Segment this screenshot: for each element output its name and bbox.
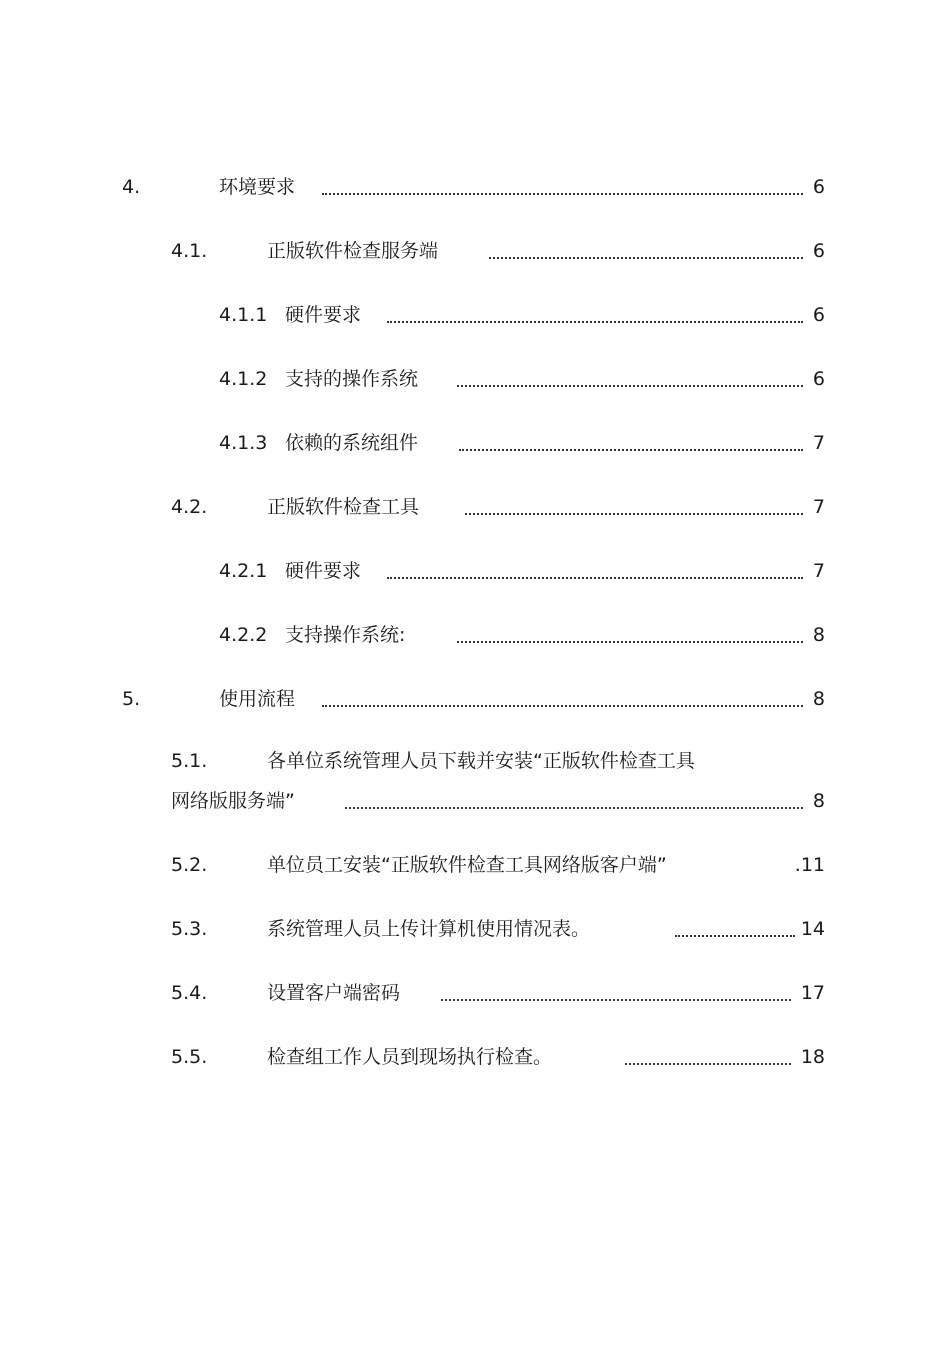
toc-title: 支持操作系统: — [285, 624, 406, 646]
toc-page: 7 — [812, 560, 825, 582]
toc-number: 4.2.1 — [219, 560, 268, 582]
toc-leader — [387, 300, 803, 330]
toc-entry[interactable] — [171, 492, 825, 522]
toc-number: 5.5. — [171, 1046, 208, 1068]
toc-title: 设置客户端密码 — [267, 982, 401, 1004]
toc-leader — [625, 1042, 791, 1072]
toc-leader — [322, 172, 803, 202]
toc-leader — [387, 556, 803, 586]
toc-page: 6 — [812, 304, 825, 326]
toc-title: 正版软件检查工具 — [267, 496, 420, 518]
toc-entry[interactable] — [219, 364, 825, 394]
toc-number: 5.2. — [171, 854, 208, 876]
toc-title: 单位员工安装“正版软件检查工具网络版客户端” — [267, 854, 667, 876]
toc-title: 正版软件检查服务端 — [267, 240, 439, 262]
toc-page: 14 — [800, 918, 825, 940]
toc-number: 4.1.2 — [219, 368, 268, 390]
toc-leader — [457, 620, 803, 650]
toc-page: 6 — [812, 240, 825, 262]
toc-number: 5. — [122, 688, 141, 710]
toc-page: 7 — [812, 496, 825, 518]
toc-entry[interactable] — [122, 684, 825, 714]
toc-title: 系统管理人员上传计算机使用情况表。 — [267, 918, 591, 940]
toc-title: 支持的操作系统 — [285, 368, 419, 390]
toc-leader — [489, 236, 803, 266]
toc-number: 5.1. — [171, 750, 208, 772]
toc-leader — [345, 786, 803, 816]
toc-leader — [675, 914, 795, 944]
toc-entry[interactable] — [171, 850, 825, 880]
toc-number: 4.1. — [171, 240, 208, 262]
toc-number: 4. — [122, 176, 141, 198]
toc-title: 硬件要求 — [285, 304, 362, 326]
toc-title: 使用流程 — [219, 688, 296, 710]
toc-page: 8 — [812, 688, 825, 710]
toc-entry[interactable] — [122, 172, 825, 202]
toc-page: .11 — [794, 854, 825, 876]
toc-leader — [457, 364, 803, 394]
toc-entry[interactable] — [171, 236, 825, 266]
toc-number: 4.2. — [171, 496, 208, 518]
toc-page: 8 — [812, 624, 825, 646]
toc-entry[interactable] — [219, 300, 825, 330]
toc-number: 4.2.2 — [219, 624, 268, 646]
toc-entry[interactable] — [171, 978, 825, 1008]
toc-number: 4.1.3 — [219, 432, 268, 454]
toc-leader — [459, 428, 803, 458]
toc-leader — [322, 684, 803, 714]
toc-entry[interactable] — [171, 1042, 825, 1072]
toc-number: 5.4. — [171, 982, 208, 1004]
toc-entry[interactable] — [171, 746, 825, 818]
toc-entry[interactable] — [171, 914, 825, 944]
toc-page: 8 — [812, 790, 825, 812]
toc-leader — [465, 492, 803, 522]
toc-number: 4.1.1 — [219, 304, 268, 326]
toc-page: 17 — [800, 982, 825, 1004]
toc-number: 5.3. — [171, 918, 208, 940]
toc-page: 6 — [812, 368, 825, 390]
toc-title: 各单位系统管理人员下载并安装“正版软件检查工具 — [267, 750, 695, 772]
toc-title: 环境要求 — [219, 176, 296, 198]
toc-title: 检查组工作人员到现场执行检查。 — [267, 1046, 553, 1068]
toc-page: 7 — [812, 432, 825, 454]
toc-leader — [441, 978, 791, 1008]
toc-entry[interactable] — [219, 428, 825, 458]
toc-title: 硬件要求 — [285, 560, 362, 582]
toc-page: 18 — [800, 1046, 825, 1068]
toc-entry[interactable] — [219, 556, 825, 586]
toc-title-continuation: 网络版服务端” — [171, 790, 295, 812]
toc-entry[interactable] — [219, 620, 825, 650]
toc-title: 依赖的系统组件 — [285, 432, 419, 454]
toc-page: 6 — [812, 176, 825, 198]
